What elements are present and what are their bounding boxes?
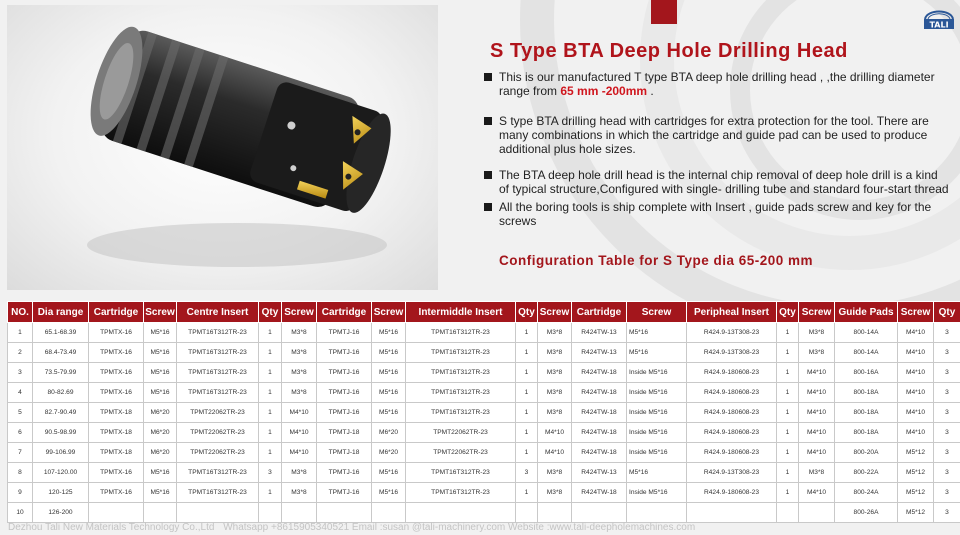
table-cell: 3 (934, 463, 960, 483)
column-header: Screw (799, 302, 835, 323)
table-cell: TPMTX-16 (89, 323, 144, 343)
feature-text-post: . (647, 84, 654, 98)
table-cell: TPMTX-16 (89, 363, 144, 383)
table-cell (777, 503, 799, 523)
table-body (8, 323, 960, 523)
table-cell: M4*10 (282, 403, 317, 423)
table-cell: M3*8 (538, 483, 572, 503)
table-cell: 800-16A (835, 363, 898, 383)
table-cell: 3 (516, 463, 538, 483)
table-cell: M5*16 (372, 403, 406, 423)
table-cell: M5*16 (372, 323, 406, 343)
feature-text: S type BTA drilling head with cartridges for extra protection for the tool. There are many combinations in which the cartridge and guide pad can be used to produce additional plus hole sizes. (499, 114, 929, 156)
column-header: Screw (538, 302, 572, 323)
table-cell: R424.9-180608-23 (687, 423, 777, 443)
table-cell: 3 (934, 483, 960, 503)
table-cell: TPMT22062TR-23 (406, 443, 516, 463)
table-row (8, 443, 960, 463)
table-cell: 4 (8, 383, 33, 403)
table-cell: M4*10 (538, 423, 572, 443)
table-cell: M3*8 (538, 403, 572, 423)
table-cell: M5*16 (372, 463, 406, 483)
column-header: Guide Pads (835, 302, 898, 323)
table-cell: 1 (777, 463, 799, 483)
table-cell: 120-125 (33, 483, 89, 503)
table-cell: M3*8 (538, 323, 572, 343)
table-cell: 1 (516, 443, 538, 463)
table-cell (627, 503, 687, 523)
table-cell: TPMT22062TR-23 (177, 403, 259, 423)
table-cell: 1 (516, 343, 538, 363)
table-cell: 3 (934, 403, 960, 423)
table-row (8, 423, 960, 443)
table-cell: TPMTJ-16 (317, 323, 372, 343)
table-cell: M3*8 (538, 343, 572, 363)
table-cell: TPMTX-16 (89, 483, 144, 503)
table-cell: TPMT16T312TR-23 (406, 343, 516, 363)
table-cell: 3 (934, 343, 960, 363)
table-cell: 800-26A (835, 503, 898, 523)
table-cell: 800-18A (835, 383, 898, 403)
footer (8, 522, 958, 535)
table-cell: 10 (8, 503, 33, 523)
footer-company: Dezhou Tali New Materials Technology Co.,Ltd (8, 522, 215, 533)
table-cell: M3*8 (799, 343, 835, 363)
table-cell: 3 (934, 363, 960, 383)
table-cell (572, 503, 627, 523)
table-cell (144, 503, 177, 523)
table-cell: 1 (516, 363, 538, 383)
table-cell: M4*10 (898, 323, 934, 343)
column-header: Intermiddle Insert (406, 302, 516, 323)
table-cell: 800-14A (835, 343, 898, 363)
table-cell: 1 (516, 403, 538, 423)
table-cell: M4*10 (799, 483, 835, 503)
table-cell: 3 (934, 443, 960, 463)
table-cell: 800-18A (835, 403, 898, 423)
table-cell: M5*16 (144, 463, 177, 483)
bullet-square-icon (484, 203, 492, 211)
table-cell: 800-24A (835, 483, 898, 503)
table-cell (282, 503, 317, 523)
table-cell: M4*10 (799, 383, 835, 403)
table-cell: TPMTX-18 (89, 403, 144, 423)
table-cell: 3 (8, 363, 33, 383)
table-cell: M4*10 (799, 403, 835, 423)
table-cell: M6*20 (144, 443, 177, 463)
table-cell: M5*16 (144, 383, 177, 403)
table-cell: 3 (934, 503, 960, 523)
table-row (8, 403, 960, 423)
table-cell (516, 503, 538, 523)
table-cell: R424.9-180608-23 (687, 383, 777, 403)
feature-item (484, 70, 950, 98)
table-cell: M5*16 (144, 483, 177, 503)
table-cell (406, 503, 516, 523)
table-cell: M5*16 (372, 363, 406, 383)
table-cell: TPMTX-18 (89, 423, 144, 443)
table-cell: 1 (259, 383, 282, 403)
table-cell: M4*10 (799, 363, 835, 383)
table-cell: R424TW-13 (572, 343, 627, 363)
table-cell: TPMT16T312TR-23 (177, 483, 259, 503)
table-cell: Inside M5*16 (627, 403, 687, 423)
column-header: Qty (259, 302, 282, 323)
table-cell: M3*8 (282, 343, 317, 363)
column-header: Qty (516, 302, 538, 323)
table-cell: 126-200 (33, 503, 89, 523)
column-header: Screw (144, 302, 177, 323)
table-cell: 82.7-90.49 (33, 403, 89, 423)
table-cell: M4*10 (799, 443, 835, 463)
table-cell: M6*20 (372, 423, 406, 443)
table-cell: 68.4-73.49 (33, 343, 89, 363)
table-cell: 1 (259, 443, 282, 463)
table-cell: M6*20 (144, 403, 177, 423)
column-header: Dia range (33, 302, 89, 323)
bullet-square-icon (484, 73, 492, 81)
table-cell: R424.9-13T308-23 (687, 323, 777, 343)
tali-logo-icon (921, 6, 957, 36)
accent-bar (651, 0, 677, 24)
table-cell: TPMTX-16 (89, 463, 144, 483)
table-cell: 1 (516, 423, 538, 443)
table-cell: 1 (777, 383, 799, 403)
table-cell: M4*10 (282, 423, 317, 443)
table-cell: TPMTX-16 (89, 343, 144, 363)
feature-text (499, 70, 950, 98)
table-cell: M5*16 (144, 363, 177, 383)
feature-text: The BTA deep hole drill head is the internal chip removal of deep hole drill is a kind of typical structure,Configured with single- drilling tube and standard four-start thread (499, 168, 949, 196)
table-cell: Inside M5*16 (627, 483, 687, 503)
table-cell: TPMTJ-16 (317, 343, 372, 363)
table-cell: M5*12 (898, 503, 934, 523)
feature-list (484, 70, 950, 228)
table-cell: Inside M5*16 (627, 363, 687, 383)
table-cell: 65.1-68.39 (33, 323, 89, 343)
table-cell: 1 (777, 443, 799, 463)
table-cell: Inside M5*16 (627, 423, 687, 443)
table-row (8, 483, 960, 503)
table-cell: TPMT16T312TR-23 (406, 463, 516, 483)
table-cell: 1 (259, 343, 282, 363)
table-cell: R424TW-18 (572, 443, 627, 463)
table-cell: R424TW-18 (572, 363, 627, 383)
table-cell: TPMTJ-16 (317, 483, 372, 503)
column-header: Centre Insert (177, 302, 259, 323)
table-cell: 1 (516, 483, 538, 503)
table-cell: 5 (8, 403, 33, 423)
table-cell: 1 (259, 483, 282, 503)
table-cell: TPMTJ-16 (317, 463, 372, 483)
table-cell: R424TW-18 (572, 483, 627, 503)
table-cell: TPMTJ-16 (317, 363, 372, 383)
table-cell (259, 503, 282, 523)
table-cell: TPMT16T312TR-23 (177, 343, 259, 363)
table-cell: 90.5-98.99 (33, 423, 89, 443)
table-cell: TPMT16T312TR-23 (177, 323, 259, 343)
table-cell: M5*16 (372, 343, 406, 363)
column-header: Screw (898, 302, 934, 323)
table-cell: R424.9-180608-23 (687, 483, 777, 503)
table-cell: 6 (8, 423, 33, 443)
table-cell: TPMTJ-18 (317, 443, 372, 463)
page-title: S Type BTA Deep Hole Drilling Head (490, 40, 848, 62)
table-cell: R424TW-13 (572, 463, 627, 483)
table-row (8, 343, 960, 363)
table-cell: R424.9-180608-23 (687, 363, 777, 383)
feature-item (484, 200, 950, 228)
table-row (8, 323, 960, 343)
feature-item (484, 114, 950, 156)
table-cell: 1 (259, 363, 282, 383)
table-cell: M3*8 (799, 323, 835, 343)
table-cell (687, 503, 777, 523)
table-cell: M5*16 (144, 323, 177, 343)
bullet-square-icon (484, 117, 492, 125)
table-cell: 1 (259, 323, 282, 343)
table-cell: 99-106.99 (33, 443, 89, 463)
table-cell: 8 (8, 463, 33, 483)
table-cell: TPMT16T312TR-23 (406, 363, 516, 383)
diameter-range: 65 mm -200mm (560, 84, 648, 98)
table-cell: M4*10 (282, 443, 317, 463)
footer-contact: Whatsapp +8615905340521 Email :susan @tali-machinery.com Website :www.tali-deepholemachines.com (223, 522, 696, 533)
table-cell: 1 (259, 423, 282, 443)
table-cell: M4*10 (898, 383, 934, 403)
table-header-row (8, 302, 960, 323)
table-cell: TPMTJ-16 (317, 403, 372, 423)
table-cell: M4*10 (538, 443, 572, 463)
table-cell: M5*16 (627, 463, 687, 483)
table-cell: R424TW-13 (572, 323, 627, 343)
drill-head-icon (7, 5, 438, 290)
table-cell: R424TW-18 (572, 383, 627, 403)
table-cell: R424.9-180608-23 (687, 443, 777, 463)
table-cell: M6*20 (144, 423, 177, 443)
table-cell: R424TW-18 (572, 423, 627, 443)
table-cell: M3*8 (538, 463, 572, 483)
table-cell: 80-82.69 (33, 383, 89, 403)
table-cell: 3 (934, 323, 960, 343)
table-cell: 2 (8, 343, 33, 363)
table-cell: 800-18A (835, 423, 898, 443)
table-cell: M4*10 (799, 423, 835, 443)
table-cell: 3 (934, 383, 960, 403)
table-cell: TPMT22062TR-23 (406, 423, 516, 443)
table-cell: M6*20 (372, 443, 406, 463)
table-cell: M3*8 (282, 323, 317, 343)
table-cell: 1 (259, 403, 282, 423)
table-cell (799, 503, 835, 523)
table-cell: M3*8 (282, 463, 317, 483)
table-cell: TPMTJ-18 (317, 423, 372, 443)
table-cell (317, 503, 372, 523)
table-cell: M4*10 (898, 343, 934, 363)
table-cell: 1 (777, 423, 799, 443)
table-cell: M5*12 (898, 463, 934, 483)
table-cell: M5*16 (372, 483, 406, 503)
logo-text: TALI (929, 20, 949, 30)
table-cell: 73.5-79.99 (33, 363, 89, 383)
company-logo (921, 6, 957, 36)
table-cell: M3*8 (538, 383, 572, 403)
table-cell: 1 (516, 323, 538, 343)
table-row (8, 503, 960, 523)
table-cell: R424TW-18 (572, 403, 627, 423)
table-cell: TPMT22062TR-23 (177, 423, 259, 443)
table-cell: M3*8 (282, 363, 317, 383)
table-cell: Inside M5*16 (627, 383, 687, 403)
table-cell: 800-22A (835, 463, 898, 483)
table-row (8, 463, 960, 483)
table-cell: 1 (8, 323, 33, 343)
table-cell: 107-120.00 (33, 463, 89, 483)
table-cell: TPMTX-18 (89, 443, 144, 463)
table-cell: 3 (934, 423, 960, 443)
table-cell: 1 (516, 383, 538, 403)
column-header: NO. (8, 302, 33, 323)
column-header: Qty (777, 302, 799, 323)
feature-text-pre: This is our manufactured T type BTA deep hole drilling head , ,the drilling diameter range from (499, 70, 935, 98)
table-cell: TPMT22062TR-23 (177, 443, 259, 463)
table-cell: TPMT16T312TR-23 (406, 403, 516, 423)
table-cell: 9 (8, 483, 33, 503)
table-cell: M3*8 (282, 483, 317, 503)
column-header: Cartridge (572, 302, 627, 323)
table-cell: 1 (777, 343, 799, 363)
table-cell: M4*10 (898, 403, 934, 423)
table-cell: 3 (259, 463, 282, 483)
config-table-container (7, 301, 960, 523)
table-cell: M5*16 (372, 383, 406, 403)
table-cell: M4*10 (898, 423, 934, 443)
column-header: Screw (282, 302, 317, 323)
table-cell: 1 (777, 363, 799, 383)
table-cell: TPMTJ-16 (317, 383, 372, 403)
table-cell: M5*12 (898, 483, 934, 503)
table-cell: R424.9-13T308-23 (687, 463, 777, 483)
table-row (8, 383, 960, 403)
table-cell: 7 (8, 443, 33, 463)
product-photo (7, 5, 438, 290)
table-cell: TPMTX-16 (89, 383, 144, 403)
table-cell: TPMT16T312TR-23 (177, 363, 259, 383)
column-header: Peripheal Insert (687, 302, 777, 323)
column-header: Screw (627, 302, 687, 323)
table-cell (177, 503, 259, 523)
table-cell: 800-14A (835, 323, 898, 343)
table-cell: Inside M5*16 (627, 443, 687, 463)
column-header: Cartridge (89, 302, 144, 323)
table-cell (538, 503, 572, 523)
table-cell: M5*16 (627, 343, 687, 363)
table-cell: TPMT16T312TR-23 (177, 463, 259, 483)
table-cell: M5*12 (898, 443, 934, 463)
table-cell: TPMT16T312TR-23 (406, 323, 516, 343)
bullet-square-icon (484, 171, 492, 179)
feature-item (484, 168, 950, 196)
table-cell: M3*8 (282, 383, 317, 403)
column-header: Cartridge (317, 302, 372, 323)
table-cell: M3*8 (538, 363, 572, 383)
table-cell: 800-20A (835, 443, 898, 463)
column-header: Qty (934, 302, 960, 323)
table-cell: TPMT16T312TR-23 (177, 383, 259, 403)
table-cell: TPMT16T312TR-23 (406, 483, 516, 503)
feature-text: All the boring tools is ship complete with Insert , guide pads screw and key for the screws (499, 200, 932, 228)
table-cell: 1 (777, 323, 799, 343)
table-cell: R424.9-13T308-23 (687, 343, 777, 363)
table-cell: M4*10 (898, 363, 934, 383)
table-cell: M3*8 (799, 463, 835, 483)
table-cell: TPMT16T312TR-23 (406, 383, 516, 403)
table-cell: 1 (777, 483, 799, 503)
table-row (8, 363, 960, 383)
table-cell (372, 503, 406, 523)
column-header: Screw (372, 302, 406, 323)
table-cell (89, 503, 144, 523)
config-table-title: Configuration Table for S Type dia 65-200 mm (499, 253, 814, 268)
table-cell: M5*16 (144, 343, 177, 363)
table-cell: 1 (777, 403, 799, 423)
table-cell: R424.9-180608-23 (687, 403, 777, 423)
config-table (7, 301, 960, 523)
table-cell: M5*16 (627, 323, 687, 343)
